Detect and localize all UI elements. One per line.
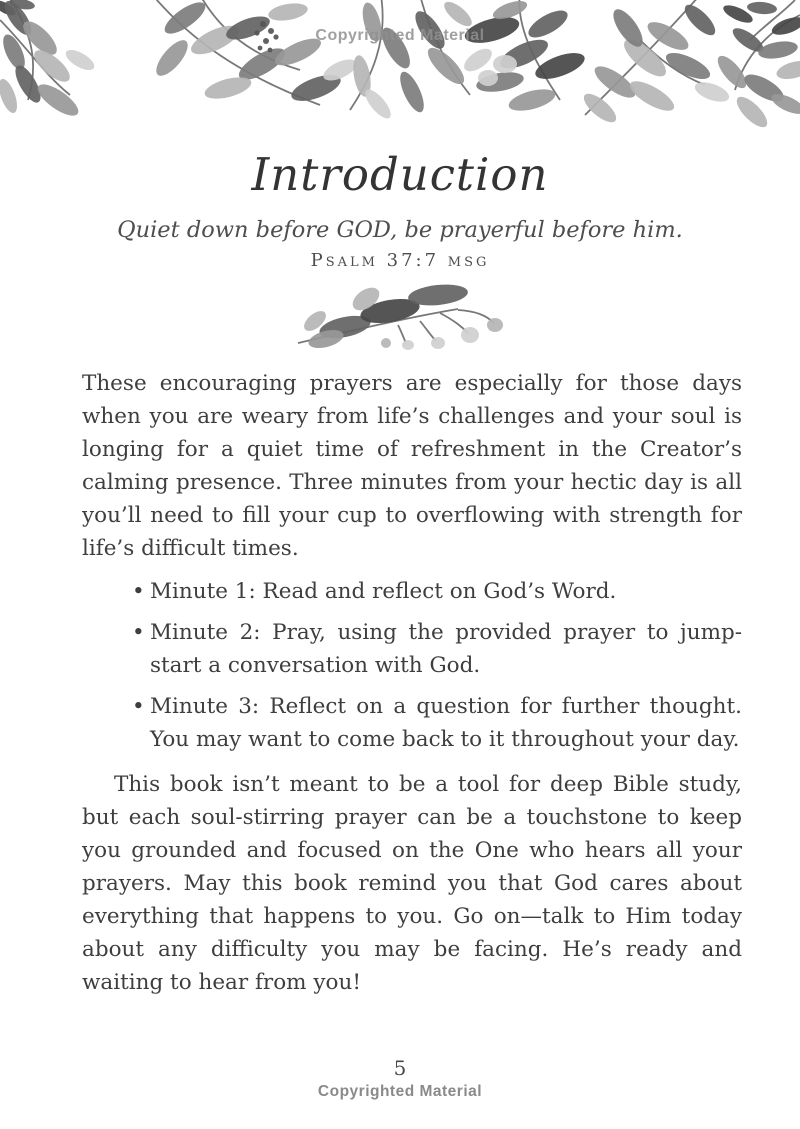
- list-item-text: Minute 1: Read and reflect on God’s Word.: [150, 579, 617, 604]
- botanical-border-illustration: [0, 0, 800, 128]
- list-item-text: Minute 3: Reflect on a question for further thought. You may want to come back to it throughout your day.: [150, 694, 742, 752]
- body-content: [0, 367, 800, 999]
- copyright-watermark-bottom: Copyrighted Material: [317, 1083, 483, 1100]
- bullet-icon: •: [132, 579, 145, 604]
- sprig-icon: [290, 283, 510, 355]
- closing-paragraph: This book isn’t meant to be a tool for deep Bible study, but each soul-stirring prayer can be a touchstone to keep you grounded and focused on the One who hears all your prayers. May this book remind you that God cares about everything that happens to you. Go on—talk to Him today about any difficulty you may be facing. He’s ready and waiting to hear from you!: [82, 772, 742, 995]
- bullet-icon: •: [132, 620, 145, 645]
- list-item-minute-1: [82, 575, 742, 608]
- leaf-sprig-illustration: [290, 283, 510, 355]
- intro-paragraph: These encouraging prayers are especially for those days when you are weary from life’s challenges and your soul is longing for a quiet time of refreshment in the Creator’s calming presence. Three minutes from your hectic day is all you’ll need to fill your cup to overflowing with strength for life’s difficult times.: [82, 371, 742, 561]
- epigraph-reference: Psalm 37:7 msg: [310, 250, 490, 271]
- list-item-text: Minute 2: Pray, using the provided prayer to jump-start a conversation with God.: [150, 620, 742, 678]
- copyright-watermark-top: Copyrighted Material: [315, 27, 485, 44]
- epigraph-quote: Quiet down before GOD, be prayerful before him.: [117, 217, 683, 243]
- chapter-title: Introduction: [251, 148, 549, 201]
- leaves-branches-icon: [0, 0, 800, 128]
- list-item-minute-3: [82, 690, 742, 756]
- bullet-icon: •: [132, 694, 145, 719]
- page-number: 5: [393, 1056, 407, 1080]
- minutes-list: [82, 575, 742, 756]
- list-item-minute-2: [82, 616, 742, 682]
